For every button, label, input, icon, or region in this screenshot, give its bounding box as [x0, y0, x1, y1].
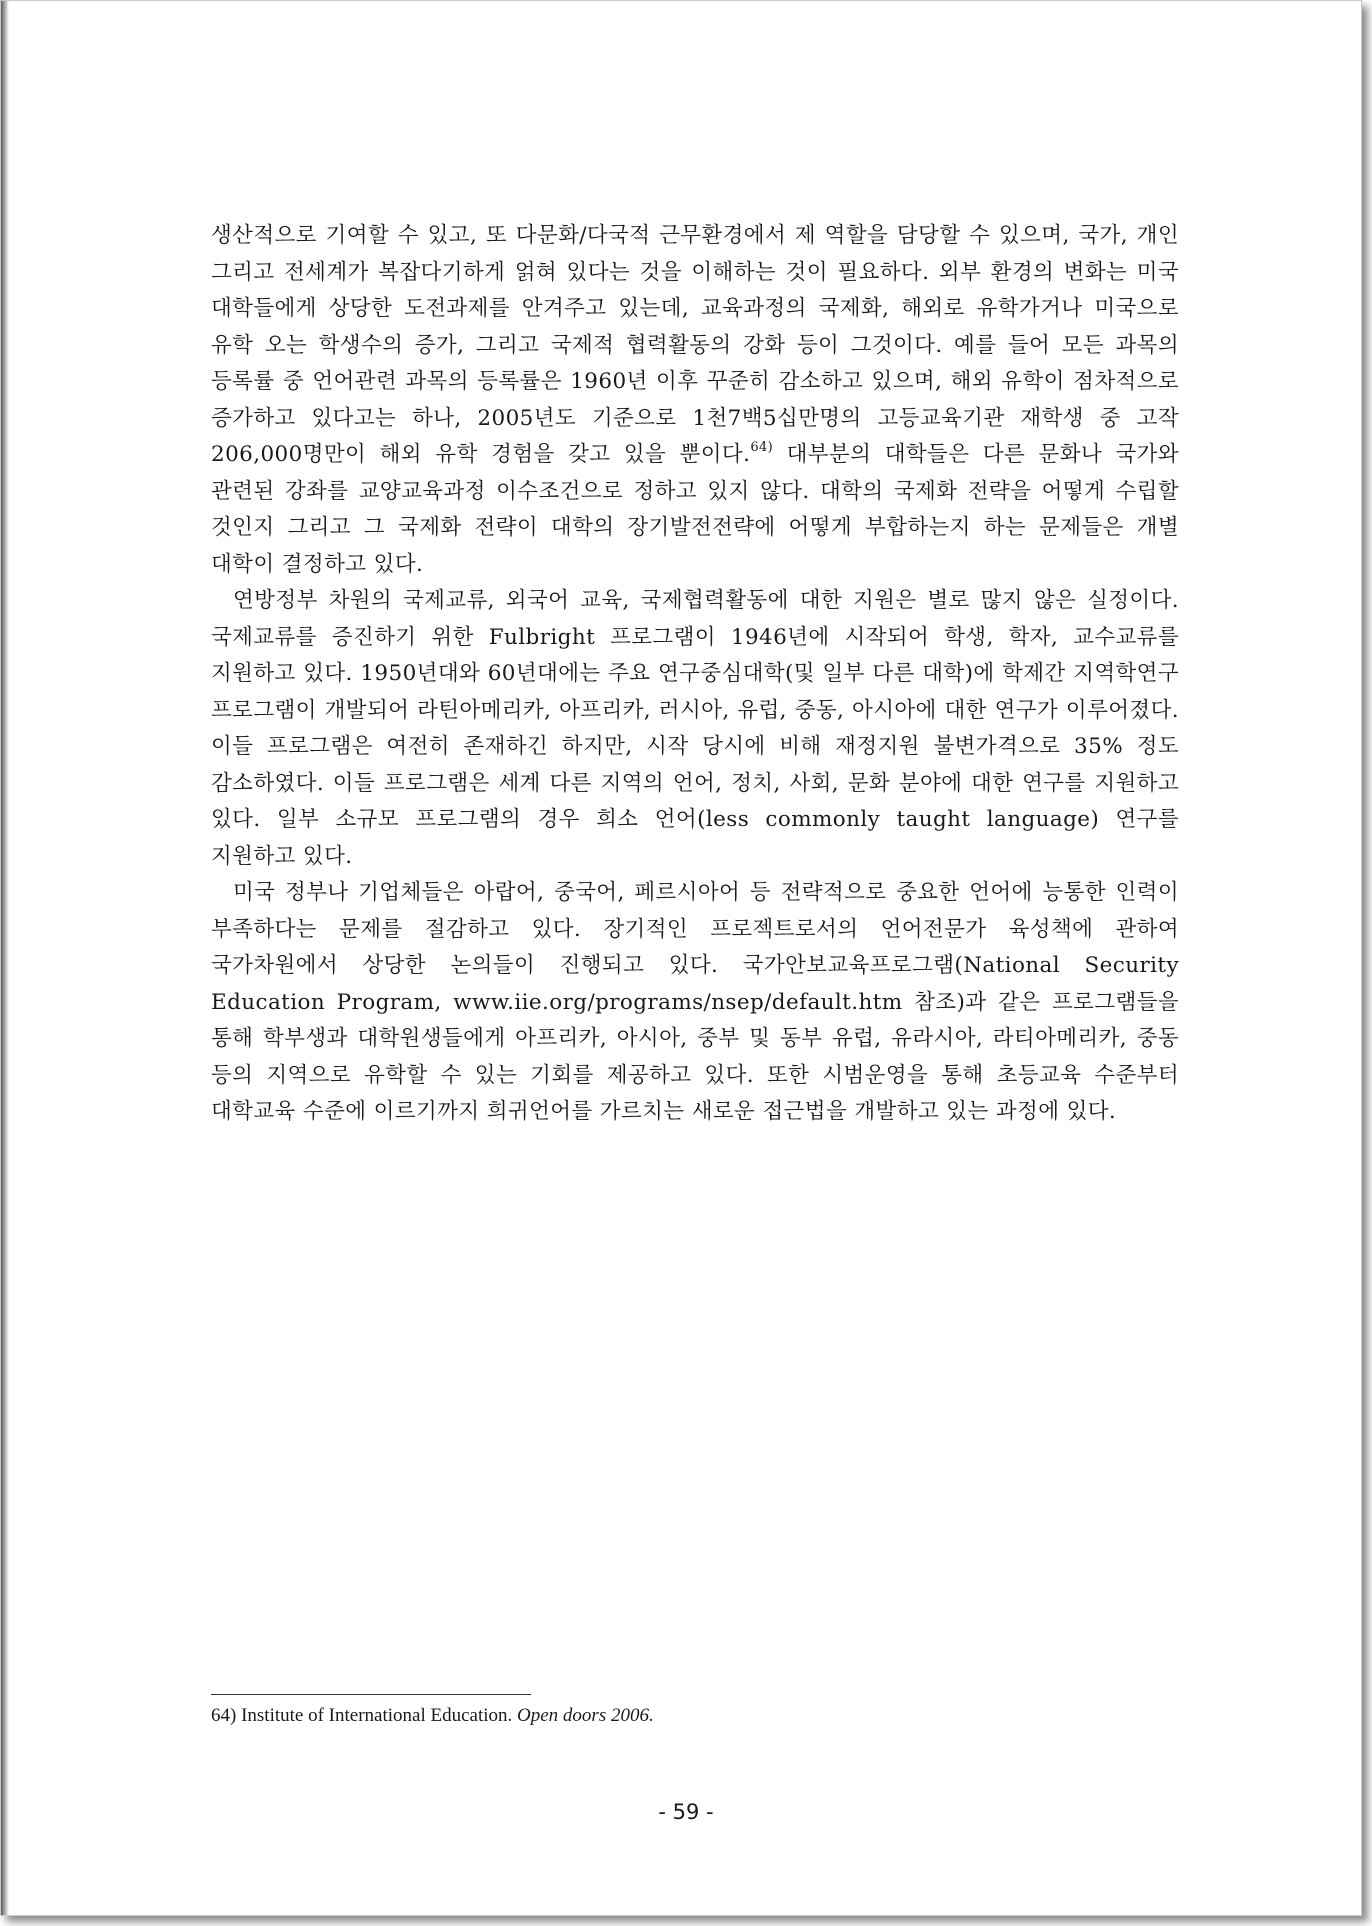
footnote-divider	[211, 1694, 531, 1695]
paragraph-1-text-continued: 대부분의 대학들은 다른 문화나 국가와 관련된 강좌를 교양교육과정 이수조건으로 정하고 있지 않다. 대학의 국제화 전략을 어떻게 수립할 것인지 그리고 그 국제화 전략이 대학의 장기발전전략에 어떻게 부합하는지 하는 문제들은 개별 대학이 결정하고 있다.	[211, 442, 1179, 577]
paragraph-1	[211, 218, 1179, 583]
footnote-title: Open doors 2006.	[517, 1705, 654, 1726]
footnote-marker: 64)	[211, 1705, 242, 1726]
paragraph-3: 미국 정부나 기업체들은 아랍어, 중국어, 페르시아어 등 전략적으로 중요한 언어에 능통한 인력이 부족하다는 문제를 절감하고 있다. 장기적인 프로젝트로서의 언어전문가 육성책에 관하여 국가차원에서 상당한 논의들이 진행되고 있다. 국가안보교육프로그램(National Security Education Program, www.iie.org/programs/nsep/default.htm 참조)과 같은 프로그램들을 통해 학부생과 대학원생들에게 아프리카, 아시아, 중부 및 동부 유럽, 유라시아, 라티아메리카, 중동 등의 지역으로 유학할 수 있는 기회를 제공하고 있다. 또한 시범운영을 통해 초등교육 수준부터 대학교육 수준에 이르기까지 희귀언어를 가르치는 새로운 접근법을 개발하고 있는 과정에 있다.	[211, 880, 1179, 1124]
paragraph-2: 연방정부 차원의 국제교류, 외국어 교육, 국제협력활동에 대한 지원은 별로 많지 않은 실정이다. 국제교류를 증진하기 위한 Fulbright 프로그램이 1946년에 시작되어 학생, 학자, 교수교류를 지원하고 있다. 1950년대와 60년대에는 주요 연구중심대학(및 일부 다른 대학)에 학제간 지역학연구 프로그램이 개발되어 라틴아메리카, 아프리카, 러시아, 유럽, 중동, 아시아에 대한 연구가 이루어졌다. 이들 프로그램은 여전히 존재하긴 하지만, 시작 당시에 비해 재정지원 불변가격으로 35% 정도 감소하였다. 이들 프로그램은 세계 다른 지역의 언어, 정치, 사회, 문화 분야에 대한 연구를 지원하고 있다. 일부 소규모 프로그램의 경우 희소 언어(less commonly taught language) 연구를 지원하고 있다.	[211, 588, 1179, 869]
body-text	[211, 218, 1179, 1131]
footnote	[211, 1702, 1179, 1730]
footnote-reference[interactable]: 64)	[750, 439, 774, 455]
paragraph-1-text: 생산적으로 기여할 수 있고, 또 다문화/다국적 근무환경에서 제 역할을 담당할 수 있으며, 국가, 개인 그리고 전세계가 복잡다기하게 얽혀 있다는 것을 이해하는 것이 필요하다. 외부 환경의 변화는 미국 대학들에게 상당한 도전과제를 안겨주고 있는데, 교육과정의 국제화, 해외로 유학가거나 미국으로 유학 오는 학생수의 증가, 그리고 국제적 협력활동의 강화 등이 그것이다. 예를 들어 모든 과목의 등록률 중 언어관련 과목의 등록률은 1960년 이후 꾸준히 감소하고 있으며, 해외 유학이 점차적으로 증가하고 있다고는 하나, 2005년도 기준으로 1천7백5십만명의 고등교육기관 재학생 중 고작 206,000명만이 해외 유학 경험을 갖고 있을 뿐이다.	[211, 223, 1179, 467]
footnote-text: Institute of International Education.	[241, 1705, 518, 1726]
page-number: - 59 -	[658, 1800, 714, 1824]
